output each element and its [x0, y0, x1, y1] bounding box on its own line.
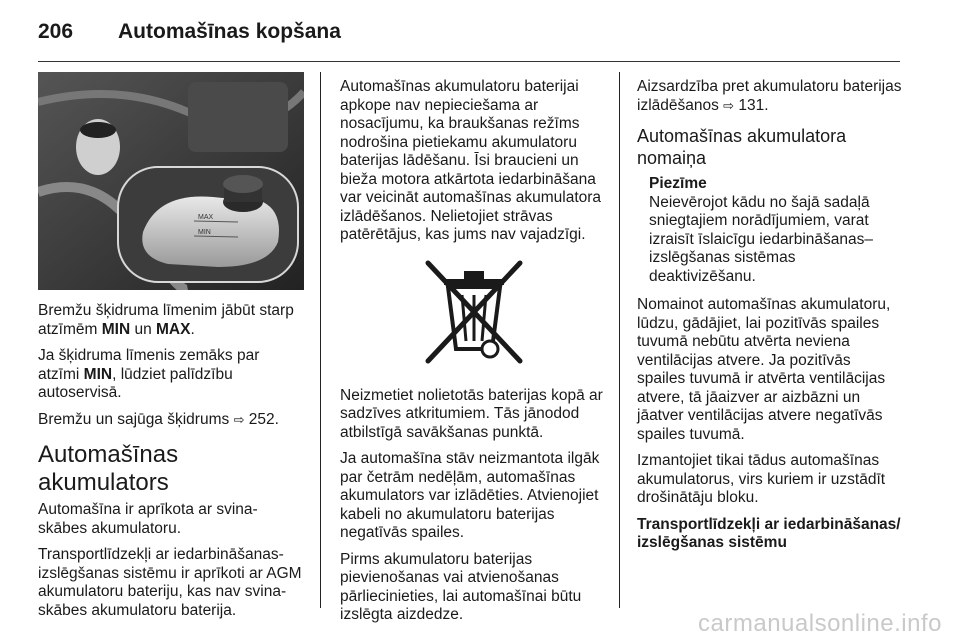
watermark: carmanualsonline.info: [698, 610, 942, 637]
paragraph: Nomainot automašīnas akumulatoru, lūdzu, gādājiet, lai pozitīvās spailes tuvumā nebūtu atvērta neviena ventilācijas atvere. Ja pozitīvās spailes tuvumā ir atvērta ventilācijas atvere, tā jāaizver ar aizbāzni un jāatver ventilācijas atvere negatīvās spailes tuvumā.: [637, 296, 891, 443]
paragraph: Ja automašīna stāv neizmantota ilgāk par četrām nedēļām, automašīnas akumulators var izlādēties. Atvienojiet kabeli no akumulatoru baterijas negatīvās spailes.: [340, 450, 600, 541]
paragraph: Bremžu šķidruma līmenim jābūt starp atzīmēm MIN un MAX.: [38, 302, 294, 338]
page-reference-arrow-icon: ⇨: [723, 97, 735, 113]
paragraph: Ja šķidruma līmenis zemāks par atzīmi MIN, lūdziet palīdzību autoservisā.: [38, 347, 260, 401]
page-reference-arrow-icon: ⇨: [233, 411, 245, 427]
header-rule: [38, 61, 900, 62]
paragraph: Pirms akumulatoru baterijas pievienošanas vai atvienošanas pārliecinieties, lai automašīnai būtu izslēgta aizdedze.: [340, 550, 582, 623]
column-divider: [320, 72, 321, 608]
paragraph: Automašīnas akumulatoru baterijai apkope nav nepieciešama ar nosacījumu, ka braukšanas režīms nodrošina pietiekamu akumulatoru baterijas lādēšanu. Īsi braucieni un bieža motora atkārtota iedarbināšana var veicināt automašīnas akumulatora izlādēšanos. Nelietojiet strāvas patērētājus, kas jums nav vajadzīgi.: [340, 78, 602, 243]
subheading: Transportlīdzekļi ar iedarbināšanas/ izslēgšanas sistēmu: [637, 515, 901, 551]
brake-fluid-reservoir-photo: [38, 72, 304, 290]
paragraph: Automašīna ir aprīkota ar svina-skābes akumulatoru.: [38, 501, 258, 537]
column-2: [340, 78, 608, 633]
min-mark: MIN: [198, 229, 211, 236]
note-text: Neievērojot kādu no šajā sadaļā sniegtajiem norādījumiem, varat izraisīt īslaicīgu iedarbināšanas–izslēgšanas sistēmas deaktivizēšanu.: [649, 193, 874, 285]
paragraph: Izmantojiet tikai tādus automašīnas akumulatorus, virs kuriem ir uzstādīt drošinātāju bloku.: [637, 452, 886, 506]
paragraph-reference: Bremžu un sajūga šķidrums ⇨ 252.: [38, 410, 279, 428]
paragraph: Neizmetiet nolietotās baterijas kopā ar sadzīves atkritumiem. Tās jānodod atbilstīgā savākšanas punktā.: [340, 386, 603, 441]
paragraph-reference: Aizsardzība pret akumulatoru baterijas izlādēšanos ⇨ 131.: [637, 78, 902, 114]
column-3: [637, 78, 903, 553]
page-reference[interactable]: 252: [248, 410, 275, 428]
note-title: Piezīme: [649, 175, 707, 192]
note-box: [637, 175, 903, 286]
max-mark: MAX: [198, 214, 214, 221]
page-reference[interactable]: 131: [738, 96, 765, 114]
paragraph: Transportlīdzekļi ar iedarbināšanas-izslēgšanas sistēmu ir aprīkoti ar AGM akumulatoru bateriju, kas nav svina-skābes akumulatoru baterija.: [38, 546, 302, 619]
column-divider: [619, 72, 620, 608]
column-1: [38, 72, 304, 628]
crossed-out-bin-icon: [340, 257, 608, 367]
page-number: 206: [38, 20, 74, 43]
page-header: [38, 20, 922, 50]
section-heading: Automašīnas akumulatora nomaiņa: [637, 126, 847, 168]
section-heading: Automašīnas akumulators: [38, 441, 179, 496]
page-title: Automašīnas kopšana: [118, 20, 341, 43]
